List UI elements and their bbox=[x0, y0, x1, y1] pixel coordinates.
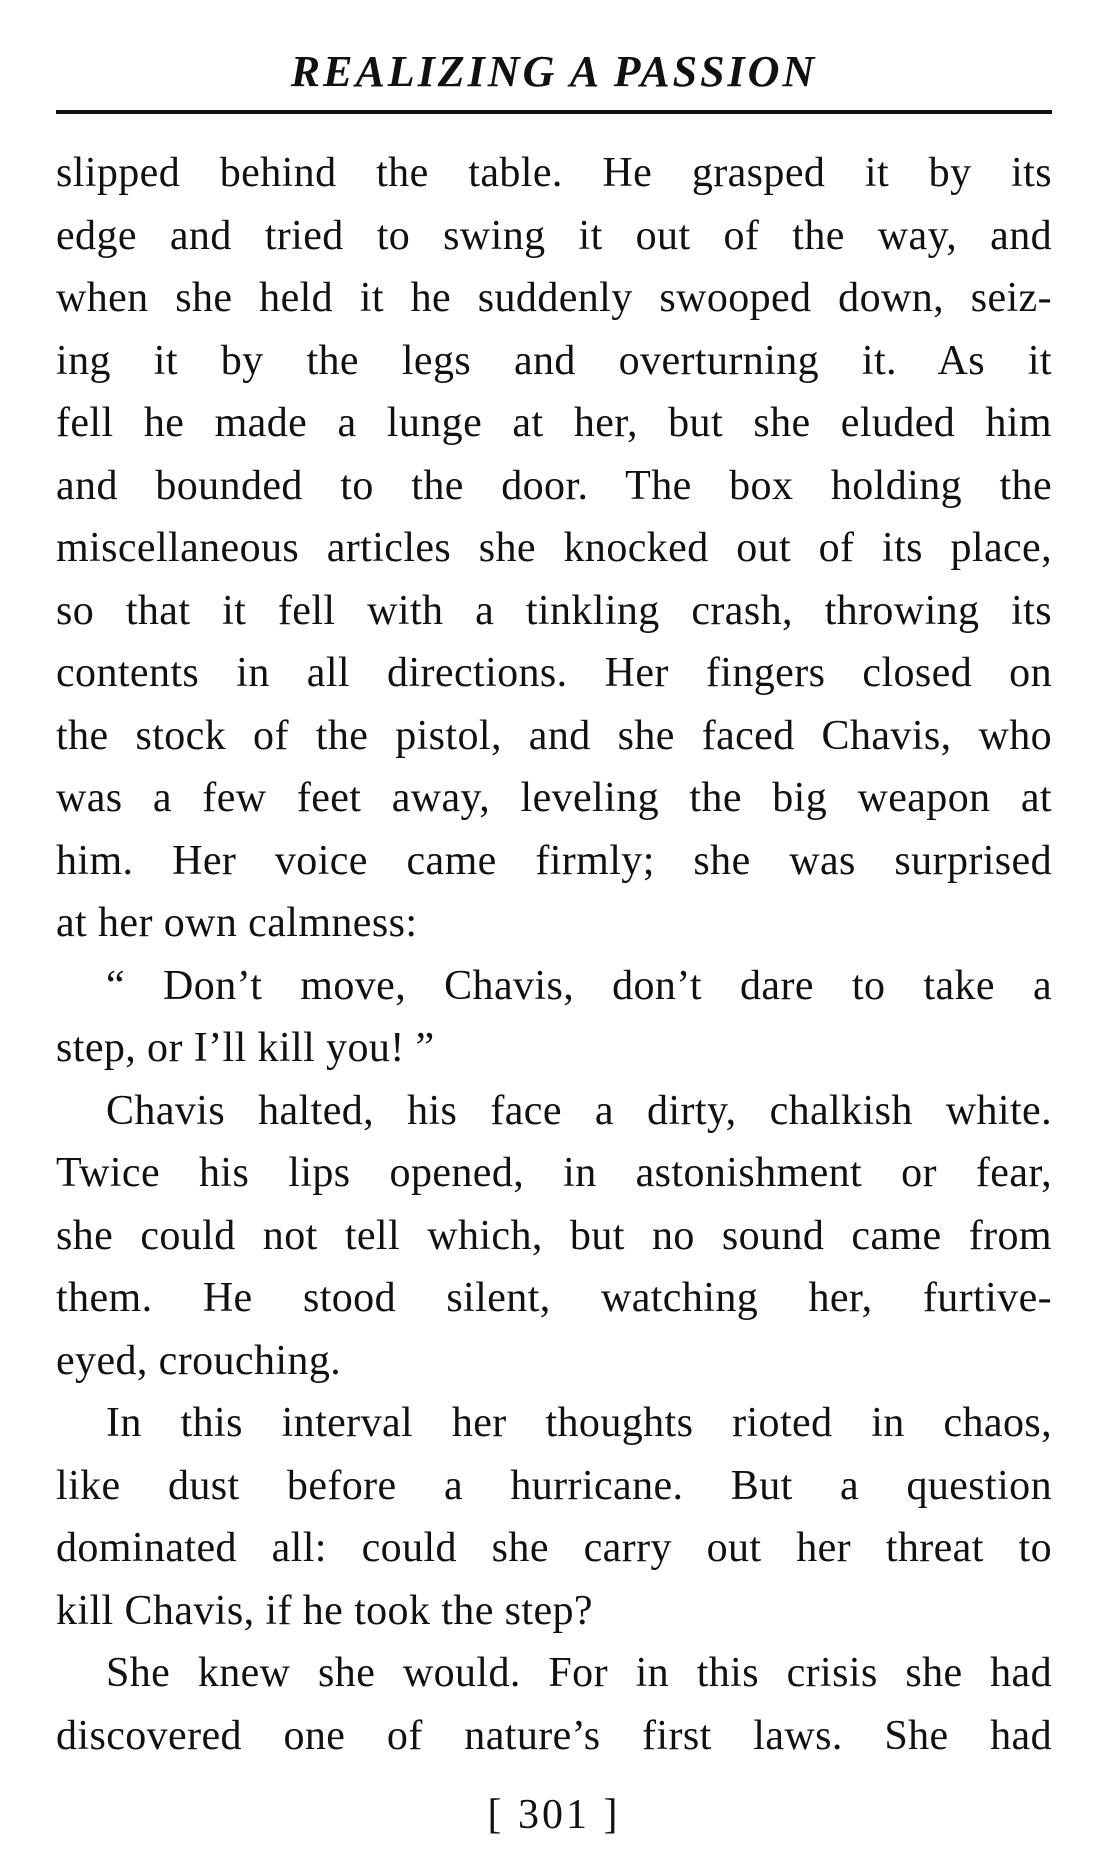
text-line: ing it by the legs and overturning it. As it bbox=[56, 337, 1052, 384]
text-line: “ Don’t move, Chavis, don’t dare to take a bbox=[106, 962, 1052, 1009]
text-line: Twice his lips opened, in astonishment or fear, bbox=[56, 1150, 1052, 1196]
text-line: contents in all directions. Her fingers closed on bbox=[56, 650, 1052, 696]
text-line: and bounded to the door. The box holding the bbox=[56, 462, 1052, 509]
page-number: [ 301 ] bbox=[487, 1792, 621, 1838]
paragraph bbox=[56, 1392, 1052, 1642]
text-line: like dust before a hurricane. But a question bbox=[56, 1462, 1052, 1509]
text-line: dominated all: could she carry out her threat to bbox=[56, 1525, 1052, 1571]
header-rule bbox=[56, 110, 1052, 114]
text-line: kill Chavis, if he took the step? bbox=[56, 1587, 593, 1634]
text-line: so that it fell with a tinkling crash, throwing its bbox=[56, 587, 1052, 634]
text-line: when she held it he suddenly swooped down, seiz- bbox=[56, 275, 1052, 321]
text-line: the stock of the pistol, and she faced Chavis, who bbox=[56, 712, 1052, 759]
text-line: Chavis halted, his face a dirty, chalkish white. bbox=[106, 1087, 1052, 1134]
text-line: miscellaneous articles she knocked out of its place, bbox=[56, 525, 1052, 571]
text-line: In this interval her thoughts rioted in chaos, bbox=[106, 1400, 1052, 1446]
paragraph bbox=[56, 1642, 1052, 1767]
book-page bbox=[56, 40, 1052, 1838]
text-line: edge and tried to swing it out of the way, and bbox=[56, 212, 1052, 259]
text-line: she could not tell which, but no sound came from bbox=[56, 1212, 1052, 1259]
text-line: eyed, crouching. bbox=[56, 1337, 342, 1384]
paragraph bbox=[56, 142, 1052, 955]
text-line: him. Her voice came firmly; she was surprised bbox=[56, 837, 1052, 884]
text-line: at her own calmness: bbox=[56, 900, 418, 946]
text-line: She knew she would. For in this crisis she had bbox=[106, 1650, 1052, 1696]
paragraph bbox=[56, 1080, 1052, 1393]
text-line: slipped behind the table. He grasped it by its bbox=[56, 150, 1052, 196]
text-line: discovered one of nature’s first laws. She had bbox=[56, 1712, 1052, 1759]
text-line: was a few feet away, leveling the big weapon at bbox=[56, 775, 1052, 821]
paragraph bbox=[56, 955, 1052, 1080]
text-line: fell he made a lunge at her, but she eluded him bbox=[56, 400, 1052, 446]
text-line: step, or I’ll kill you! ” bbox=[56, 1025, 435, 1071]
body-text bbox=[56, 142, 1052, 1767]
running-title: REALIZING A PASSION bbox=[290, 47, 818, 96]
text-line: them. He stood silent, watching her, furtive- bbox=[56, 1275, 1052, 1321]
